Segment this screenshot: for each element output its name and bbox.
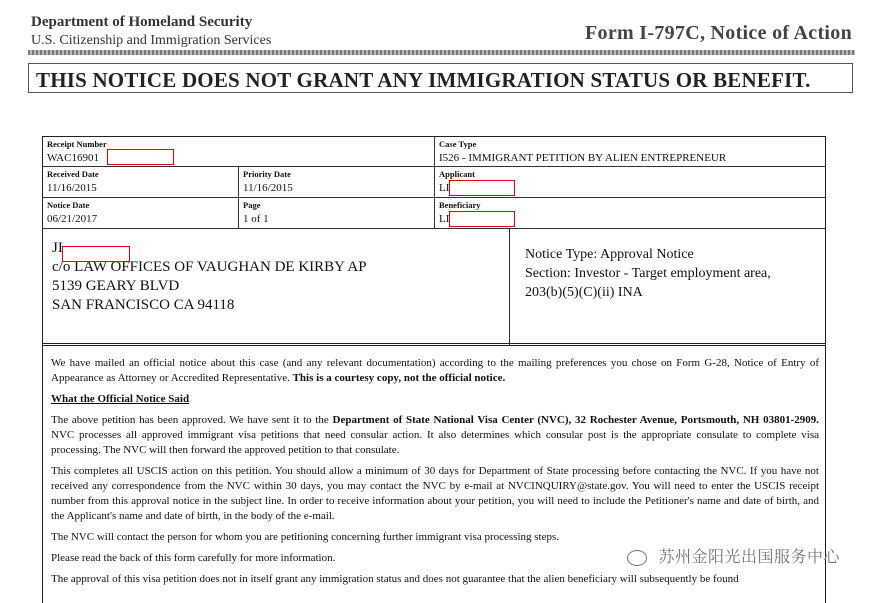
notice-section: Section: Investor - Target employment area, [525, 266, 771, 281]
received-date-label: Received Date [47, 169, 99, 179]
receipt-number-label: Receipt Number [47, 139, 107, 149]
watermark [627, 544, 840, 567]
applicant-label: Applicant [439, 169, 475, 179]
notice-date-value: 06/21/2017 [47, 213, 98, 225]
notice-date-label: Notice Date [47, 200, 90, 210]
received-date-value: 11/16/2015 [47, 182, 97, 194]
body-paragraph: This completes all USCIS action on this petition. You should allow a minimum of 30 days for Department of State processing before contacting the NVC. If you have not received any correspondence from the NVC within 30 days, you may contact the NVC by e-mail at NVCINQUIRY@state.gov. You will need to enter the USCIS receipt number from this approval notice in the subject line. In order to receive information about your petition, you will need to include the Petitioner's name and date of birth, and the Applicant's name and date of birth, in the body of the e-mail. [51, 465, 819, 522]
priority-date-cell [239, 167, 435, 198]
agency-subname: U.S. Citizenship and Immigration Services [31, 33, 272, 48]
redaction-box [449, 180, 515, 196]
receipt-number-value: WAC16901 [47, 152, 99, 164]
received-date-cell [43, 167, 239, 198]
notice-type-block [525, 245, 771, 302]
notice-date-cell [43, 198, 239, 229]
body-paragraph: Please read the back of this form carefully for more information. [51, 552, 336, 564]
body-paragraph: The approval of this visa petition does not in itself grant any immigration status and does not guarantee that the alien beneficiary will subsequently be found [51, 573, 739, 585]
notice-type-cell [510, 229, 825, 345]
redaction-box [449, 211, 515, 227]
body-paragraph: We have mailed an official notice about this case (and any relevant documentation) according to the mailing preferences you chose on Form G-28, Notice of Entry of Appearance as Attorney or Accredited Representative. This is a courtesy copy, not the official notice. [51, 357, 819, 384]
address-line: c/o LAW OFFICES OF VAUGHAN DE KIRBY AP [52, 259, 367, 275]
form-title: Form I-797C, Notice of Action [585, 22, 852, 44]
case-type-value: I526 - IMMIGRANT PETITION BY ALIEN ENTREPRENEUR [439, 152, 727, 164]
case-type-label: Case Type [439, 139, 477, 149]
watermark-text: 苏州金阳光出国服务中心 [658, 547, 840, 566]
applicant-value: LI [439, 182, 450, 194]
mailing-address-cell [43, 229, 510, 345]
redaction-box [107, 149, 174, 165]
beneficiary-cell [435, 198, 825, 229]
address-line: JI [52, 240, 63, 256]
priority-date-label: Priority Date [243, 169, 291, 179]
page-value: 1 of 1 [243, 213, 269, 225]
priority-date-value: 11/16/2015 [243, 182, 293, 194]
beneficiary-label: Beneficiary [439, 200, 481, 210]
body-paragraph: The above petition has been approved. We have sent it to the Department of State National Visa Center (NVC), 32 Rochester Avenue, Portsmouth, NH 03801-2909. NVC processes all approved immigrant visa petitions that need consular action. It also determines which consular post is the appropriate consulate to complete visa processing. The NVC will then forward the approved petition to that consulate. [51, 414, 819, 456]
page-cell [239, 198, 435, 229]
status-banner [28, 63, 853, 93]
section-heading: What the Official Notice Said [51, 393, 190, 405]
page-label: Page [243, 200, 261, 210]
address-line: 5139 GEARY BLVD [52, 278, 180, 294]
status-banner-text: THIS NOTICE DOES NOT GRANT ANY IMMIGRATION STATUS OR BENEFIT. [36, 68, 811, 92]
beneficiary-value: LI [439, 213, 450, 225]
header-rule [28, 50, 855, 55]
address-line: SAN FRANCISCO CA 94118 [52, 297, 235, 313]
notice-type: Notice Type: Approval Notice [525, 247, 694, 262]
case-type-cell [435, 137, 825, 167]
wechat-icon [627, 550, 647, 566]
agency-name: Department of Homeland Security [31, 14, 253, 30]
body-paragraph: The NVC will contact the person for whom you are petitioning concerning further immigrant visa processing steps. [51, 531, 560, 543]
notice-section: 203(b)(5)(C)(ii) INA [525, 285, 643, 300]
applicant-cell [435, 167, 825, 198]
receipt-number-cell [43, 137, 435, 167]
redaction-box [62, 246, 130, 262]
case-info-table [42, 136, 826, 346]
